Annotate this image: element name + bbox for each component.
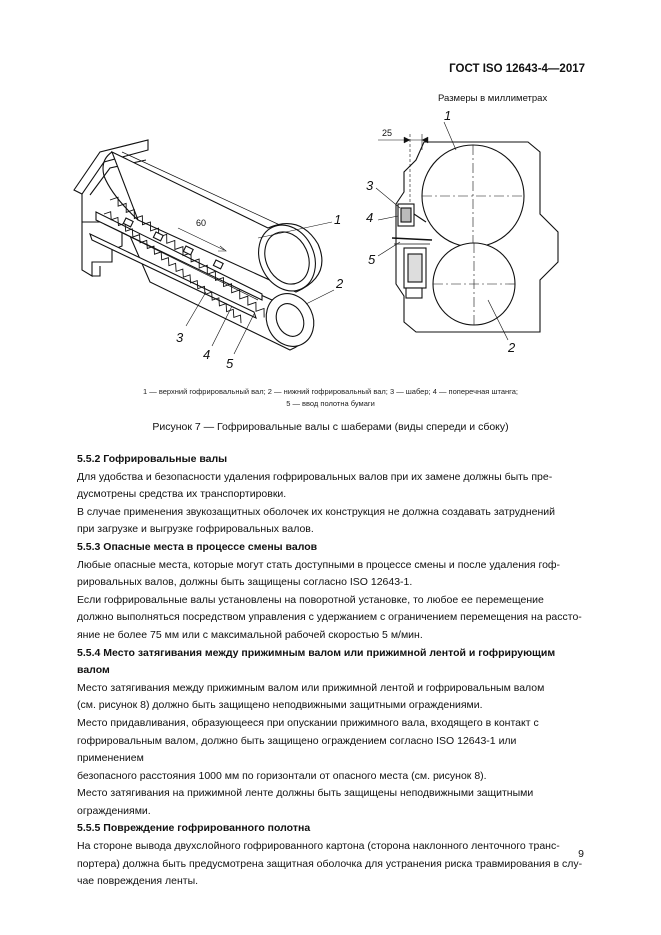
standard-designation: ГОСТ ISO 12643-4—2017 xyxy=(449,63,585,75)
s553-p2-line2: должно выполняться посредством управления с удержанием с ограничением перемещения на рассто- xyxy=(77,611,582,624)
s554-p2-line1: Место придавливания, образующееся при опускании прижимного вала, входящего в контакт с xyxy=(77,716,539,729)
s553-p2-line1: Если гофрировальные валы установлены на поворотной установке, то любое ее перемещение xyxy=(77,593,544,606)
figure-7-drawing xyxy=(0,0,661,380)
s552-p2-line1: В случае применения звукозащитных оболочек их конструкция не должна создавать затруднений xyxy=(77,505,555,518)
side-label-4: 4 xyxy=(366,210,374,225)
side-label-2: 2 xyxy=(508,340,516,355)
heading-5-5-2: 5.5.2 Гофрировальные валы xyxy=(77,453,228,465)
s555-p1-line1: На стороне вывода двухслойного гофрированного картона (сторона наклонного ленточного транс- xyxy=(77,840,560,853)
dimension-25: 25 xyxy=(382,128,393,138)
heading-5-5-4-line2: валом xyxy=(77,664,110,677)
s554-p2-line3: безопасного расстояния 1000 мм по горизонтали от опасного места (см. рисунок 8). xyxy=(77,769,487,782)
side-label-1: 1 xyxy=(444,108,452,123)
heading-5-5-3: 5.5.3 Опасные места в процессе смены валов xyxy=(77,540,318,553)
figure-caption: Рисунок 7 — Гофрировальные валы с шаберами (виды спереди и сбоку) xyxy=(152,421,509,433)
s552-p1-line2: дусмотрены средства их транспортировки. xyxy=(77,488,287,501)
s552-p1-line1: Для удобства и безопасности удаления гофрировальных валов при их замене должны быть пре- xyxy=(77,470,553,483)
s554-p3-line2: ограждениями. xyxy=(77,804,151,817)
side-label-3: 3 xyxy=(366,178,374,193)
units-note: Размеры в миллиметрах xyxy=(438,93,548,104)
page-number: 9 xyxy=(578,848,584,860)
side-view xyxy=(376,122,558,340)
figure-legend xyxy=(60,386,601,410)
s552-p2-line2: при загрузке и выгрузке гофрировальных валов. xyxy=(77,523,314,536)
dimension-60: 60 xyxy=(196,218,207,228)
legend-line-2: 5 — ввод полотна бумаги xyxy=(286,399,375,408)
s555-p1-line2: портера) должна быть предусмотрена защитная оболочка для устранения риска травмирования в слу- xyxy=(77,857,583,870)
front-view xyxy=(74,140,334,354)
s553-p1-line2: рировальных валов, должны быть защищены согласно ISO 12643-1. xyxy=(77,576,413,589)
legend-line-1: 1 — верхний гофрировальный вал; 2 — нижний гофрировальный вал; 3 — шабер; 4 — поперечная штанга; xyxy=(143,387,518,396)
side-label-5: 5 xyxy=(368,252,376,267)
s554-p1-line2: (см. рисунок 8) должно быть защищено неподвижными защитными ограждениями. xyxy=(77,699,483,712)
s554-p2-line2: гофрировальным валом, должно быть защищено ограждением согласно ISO 12643-1 или применением xyxy=(77,734,517,765)
s553-p1-line1: Любые опасные места, которые могут стать доступными в процессе смены и после удаления гоф- xyxy=(77,558,561,571)
front-label-2: 2 xyxy=(336,276,344,291)
heading-5-5-4-line1: 5.5.4 Место затягивания между прижимным валом или прижимной лентой и гофрирующим xyxy=(77,646,556,659)
s553-p2-line3: яние не более 75 мм или с максимальной рабочей скоростью 5 м/мин. xyxy=(77,628,423,641)
front-label-3: 3 xyxy=(176,330,184,345)
s555-p1-line3: чае повреждения ленты. xyxy=(77,875,199,888)
front-label-4: 4 xyxy=(203,347,211,362)
s554-p1-line1: Место затягивания между прижимным валом или прижимной лентой и гофрировальным валом xyxy=(77,681,545,694)
s554-p3-line1: Место затягивания на прижимной ленте должны быть защищены неподвижными защитными xyxy=(77,787,534,800)
front-label-1: 1 xyxy=(334,212,342,227)
main-text xyxy=(77,451,585,891)
heading-5-5-5: 5.5.5 Повреждение гофрированного полотна xyxy=(77,822,311,835)
front-label-5: 5 xyxy=(226,356,234,371)
